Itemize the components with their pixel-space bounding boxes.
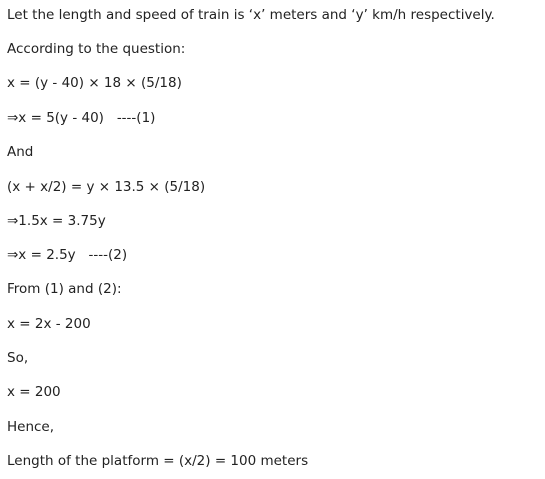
equation-1: x = (y - 40) × 18 × (5/18) (7, 75, 182, 91)
equation-1-simplified: ⇒x = 5(y - 40) ----(1) (7, 110, 156, 126)
according-line: According to the question: (7, 41, 186, 57)
intro-line: Let the length and speed of train is ‘x’ meters and ‘y’ km/h respectively. (7, 7, 495, 23)
equation-2-step: ⇒1.5x = 3.75y (7, 213, 106, 229)
equation-2: (x + x/2) = y × 13.5 × (5/18) (7, 179, 206, 195)
from-line: From (1) and (2): (7, 281, 122, 297)
x-result: x = 200 (7, 384, 61, 400)
so-line: So, (7, 350, 29, 366)
combined-equation: x = 2x - 200 (7, 316, 91, 332)
equation-2-simplified: ⇒x = 2.5y ----(2) (7, 247, 128, 263)
hence-line: Hence, (7, 419, 55, 435)
final-answer: Length of the platform = (x/2) = 100 meters (7, 453, 309, 469)
and-line: And (7, 144, 34, 160)
